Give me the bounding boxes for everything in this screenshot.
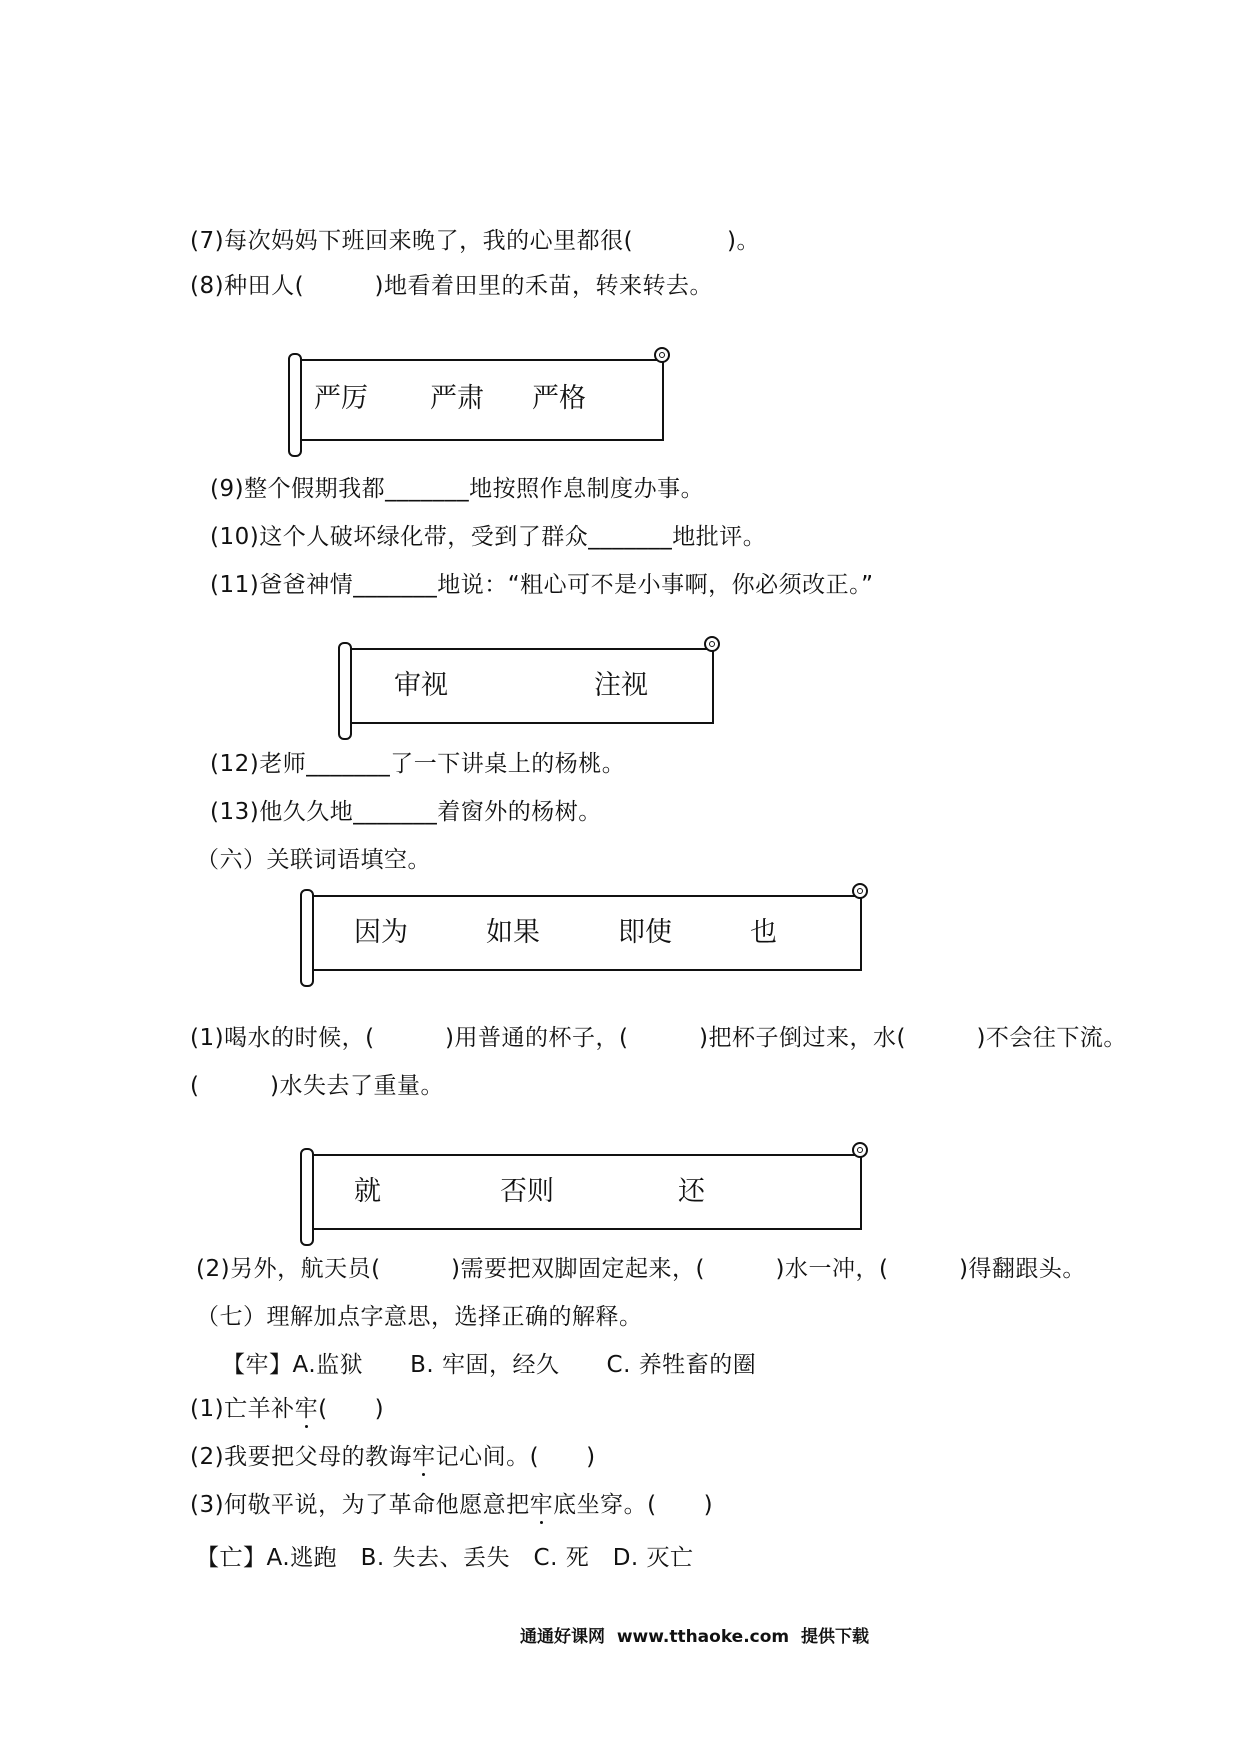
scroll-right-roll — [704, 636, 720, 652]
g1-line-b: ( )水失去了重量。 — [190, 1073, 444, 1099]
scroll-left-roll — [300, 1148, 314, 1246]
q7-line: (7)每次妈妈下班回来晚了，我的心里都很( )。 — [190, 228, 761, 254]
q-suffix: 记心间。( ) — [435, 1444, 596, 1470]
lao-q3-line — [190, 1490, 713, 1520]
scroll-word: 注视 — [594, 670, 648, 701]
scroll-word: 如果 — [486, 917, 540, 948]
scroll-left-roll — [288, 353, 302, 457]
dotted-char: 牢 — [294, 1396, 319, 1422]
g1-line-a: (1)喝水的时候，( )用普通的杯子，( )把杯子倒过来，水( )不会往下流。 — [190, 1025, 1127, 1051]
q-prefix: (1)亡羊补 — [190, 1396, 295, 1422]
g2-line: (2)另外，航天员( )需要把双脚固定起来，( )水一冲，( )得翻跟头。 — [196, 1256, 1086, 1282]
q-prefix: (3)何敬平说，为了革命他愿意把 — [190, 1492, 530, 1518]
word-scroll-1 — [296, 359, 664, 441]
q9-line: (9)整个假期我都_______地按照作息制度办事。 — [210, 476, 705, 502]
q-prefix: (2)我要把父母的教诲 — [190, 1444, 413, 1470]
q8-line: (8)种田人( )地看着田里的禾苗，转来转去。 — [190, 273, 714, 299]
word-scroll-2 — [346, 648, 714, 724]
section-6-heading: （六）关联词语填空。 — [196, 847, 431, 873]
scroll-word: 也 — [750, 917, 777, 948]
lao-q1-line — [190, 1394, 384, 1424]
q12-line: (12)老师_______了一下讲桌上的杨桃。 — [210, 751, 626, 777]
q-suffix: 底坐穿。( ) — [553, 1492, 714, 1518]
scroll-word: 严厉 — [314, 383, 368, 414]
q11-line: (11)爸爸神情_______地说：“粗心可不是小事啊，你必须改正。” — [210, 572, 874, 598]
scroll-word: 否则 — [500, 1176, 554, 1207]
q10-line: (10)这个人破坏绿化带，受到了群众_______地批评。 — [210, 524, 767, 550]
scroll-word: 因为 — [354, 917, 408, 948]
lao-q2-line — [190, 1442, 596, 1472]
word-scroll-4 — [308, 1154, 862, 1230]
scroll-word: 审视 — [394, 670, 448, 701]
scroll-word: 即使 — [618, 917, 672, 948]
q-suffix: ( ) — [318, 1396, 385, 1422]
lao-definitions: 【牢】A.监狱 B. 牢固，经久 C. 养牲畜的圈 — [222, 1352, 757, 1378]
dotted-char: 牢 — [529, 1492, 554, 1518]
scroll-word: 还 — [678, 1176, 705, 1207]
word-scroll-3 — [308, 895, 862, 971]
scroll-left-roll — [300, 889, 314, 987]
wang-definitions: 【亡】A.逃跑 B. 失去、丢失 C. 死 D. 灭亡 — [196, 1545, 694, 1571]
scroll-right-roll — [654, 347, 670, 363]
q13-line: (13)他久久地_______着窗外的杨树。 — [210, 799, 602, 825]
section-7-heading: （七）理解加点字意思，选择正确的解释。 — [196, 1304, 643, 1330]
scroll-right-roll — [852, 883, 868, 899]
scroll-word: 严格 — [532, 383, 586, 414]
dotted-char: 牢 — [412, 1444, 436, 1470]
page-footer: 通通好课网 www.tthaoke.com 提供下载 — [520, 1627, 869, 1647]
scroll-word: 就 — [354, 1176, 381, 1207]
scroll-left-roll — [338, 642, 352, 740]
scroll-right-roll — [852, 1142, 868, 1158]
scroll-word: 严肃 — [430, 383, 484, 414]
